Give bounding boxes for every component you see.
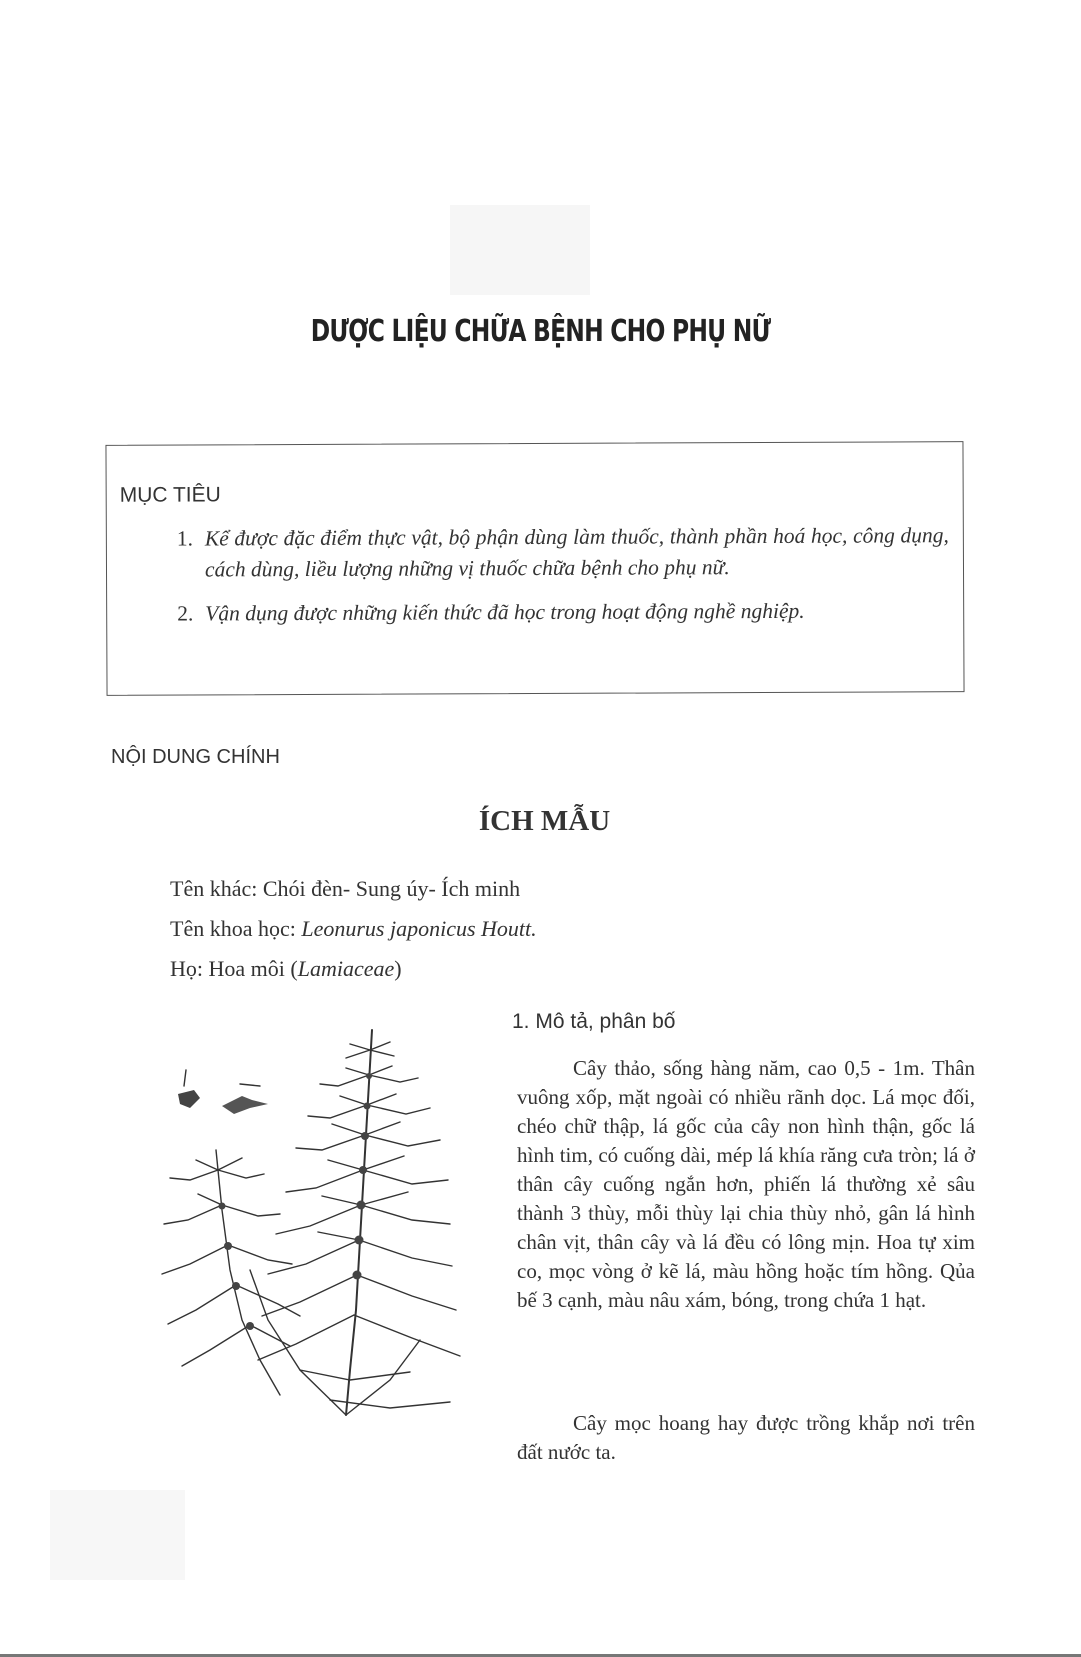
family-label: Họ: Hoa môi ( — [170, 956, 298, 981]
objective-text: Kể được đặc điểm thực vật, bộ phận dùng làm thuốc, thành phần hoá học, công dụng, cách dùng, liều lượng những vị thuốc chữa bệnh cho phụ nữ. — [204, 523, 949, 582]
objective-item — [177, 520, 949, 585]
main-content-heading: NỘI DUNG CHÍNH — [111, 746, 280, 768]
herb-title: ÍCH MẪU — [478, 805, 611, 837]
scientific-name-label: Tên khoa học: — [170, 916, 302, 941]
scientific-name-value: Leonurus japonicus Houtt. — [301, 916, 537, 941]
chapter-title: DƯỢC LIỆU CHỮA BỆNH CHO PHỤ NỮ — [310, 314, 771, 349]
other-names-value: Chói đèn- Sung úy- Ích minh — [262, 876, 521, 901]
objective-item — [177, 595, 949, 629]
scan-smudge — [450, 205, 590, 295]
section-1-paragraph: Cây mọc hoang hay được trồng khắp nơi trên đất nước ta. — [517, 1411, 975, 1464]
herb-family — [170, 956, 402, 982]
herb-other-names — [170, 876, 520, 902]
objective-number: 2. — [177, 601, 194, 626]
scan-smudge — [50, 1490, 185, 1580]
family-latin: Lamiaceae — [297, 956, 395, 981]
herb-scientific-name — [170, 916, 537, 942]
objectives-box — [105, 441, 964, 696]
family-close: ) — [394, 956, 402, 981]
section-1-paragraph: Cây thảo, sống hàng năm, cao 0,5 - 1m. Thân vuông xốp, mặt ngoài có nhiều rãnh dọc. Lá mọc đối, chéo chữ thập, lá gốc của cây non hình thận, gốc lá hình tim, có cuống dài, mép lá khía răng cưa tròn; lá ở thân cây cuống ngắn hơn, phiến lá thường xẻ sâu thành 3 thùy, mỗi thùy lại chia thùy nhỏ, gân lá hình chân vịt, thân cây và lá đều có lông mịn. Hoa tự xim co, mọc vòng ở kẽ lá, màu hồng hoặc tím hồng. Qủa bế 3 cạnh, màu nâu xám, bóng, trong chứa 1 hạt. — [517, 1056, 975, 1312]
objectives-heading: MỤC TIÊU — [119, 483, 221, 507]
objective-number: 1. — [176, 526, 194, 551]
section-1-heading: 1. Mô tả, phân bố — [512, 1010, 676, 1033]
other-names-label: Tên khác: — [170, 876, 263, 901]
plant-illustration — [150, 1020, 490, 1420]
objective-text: Vận dụng được những kiến thức đã học trong hoạt động nghề nghiệp. — [205, 598, 805, 626]
objectives-list — [177, 520, 950, 642]
